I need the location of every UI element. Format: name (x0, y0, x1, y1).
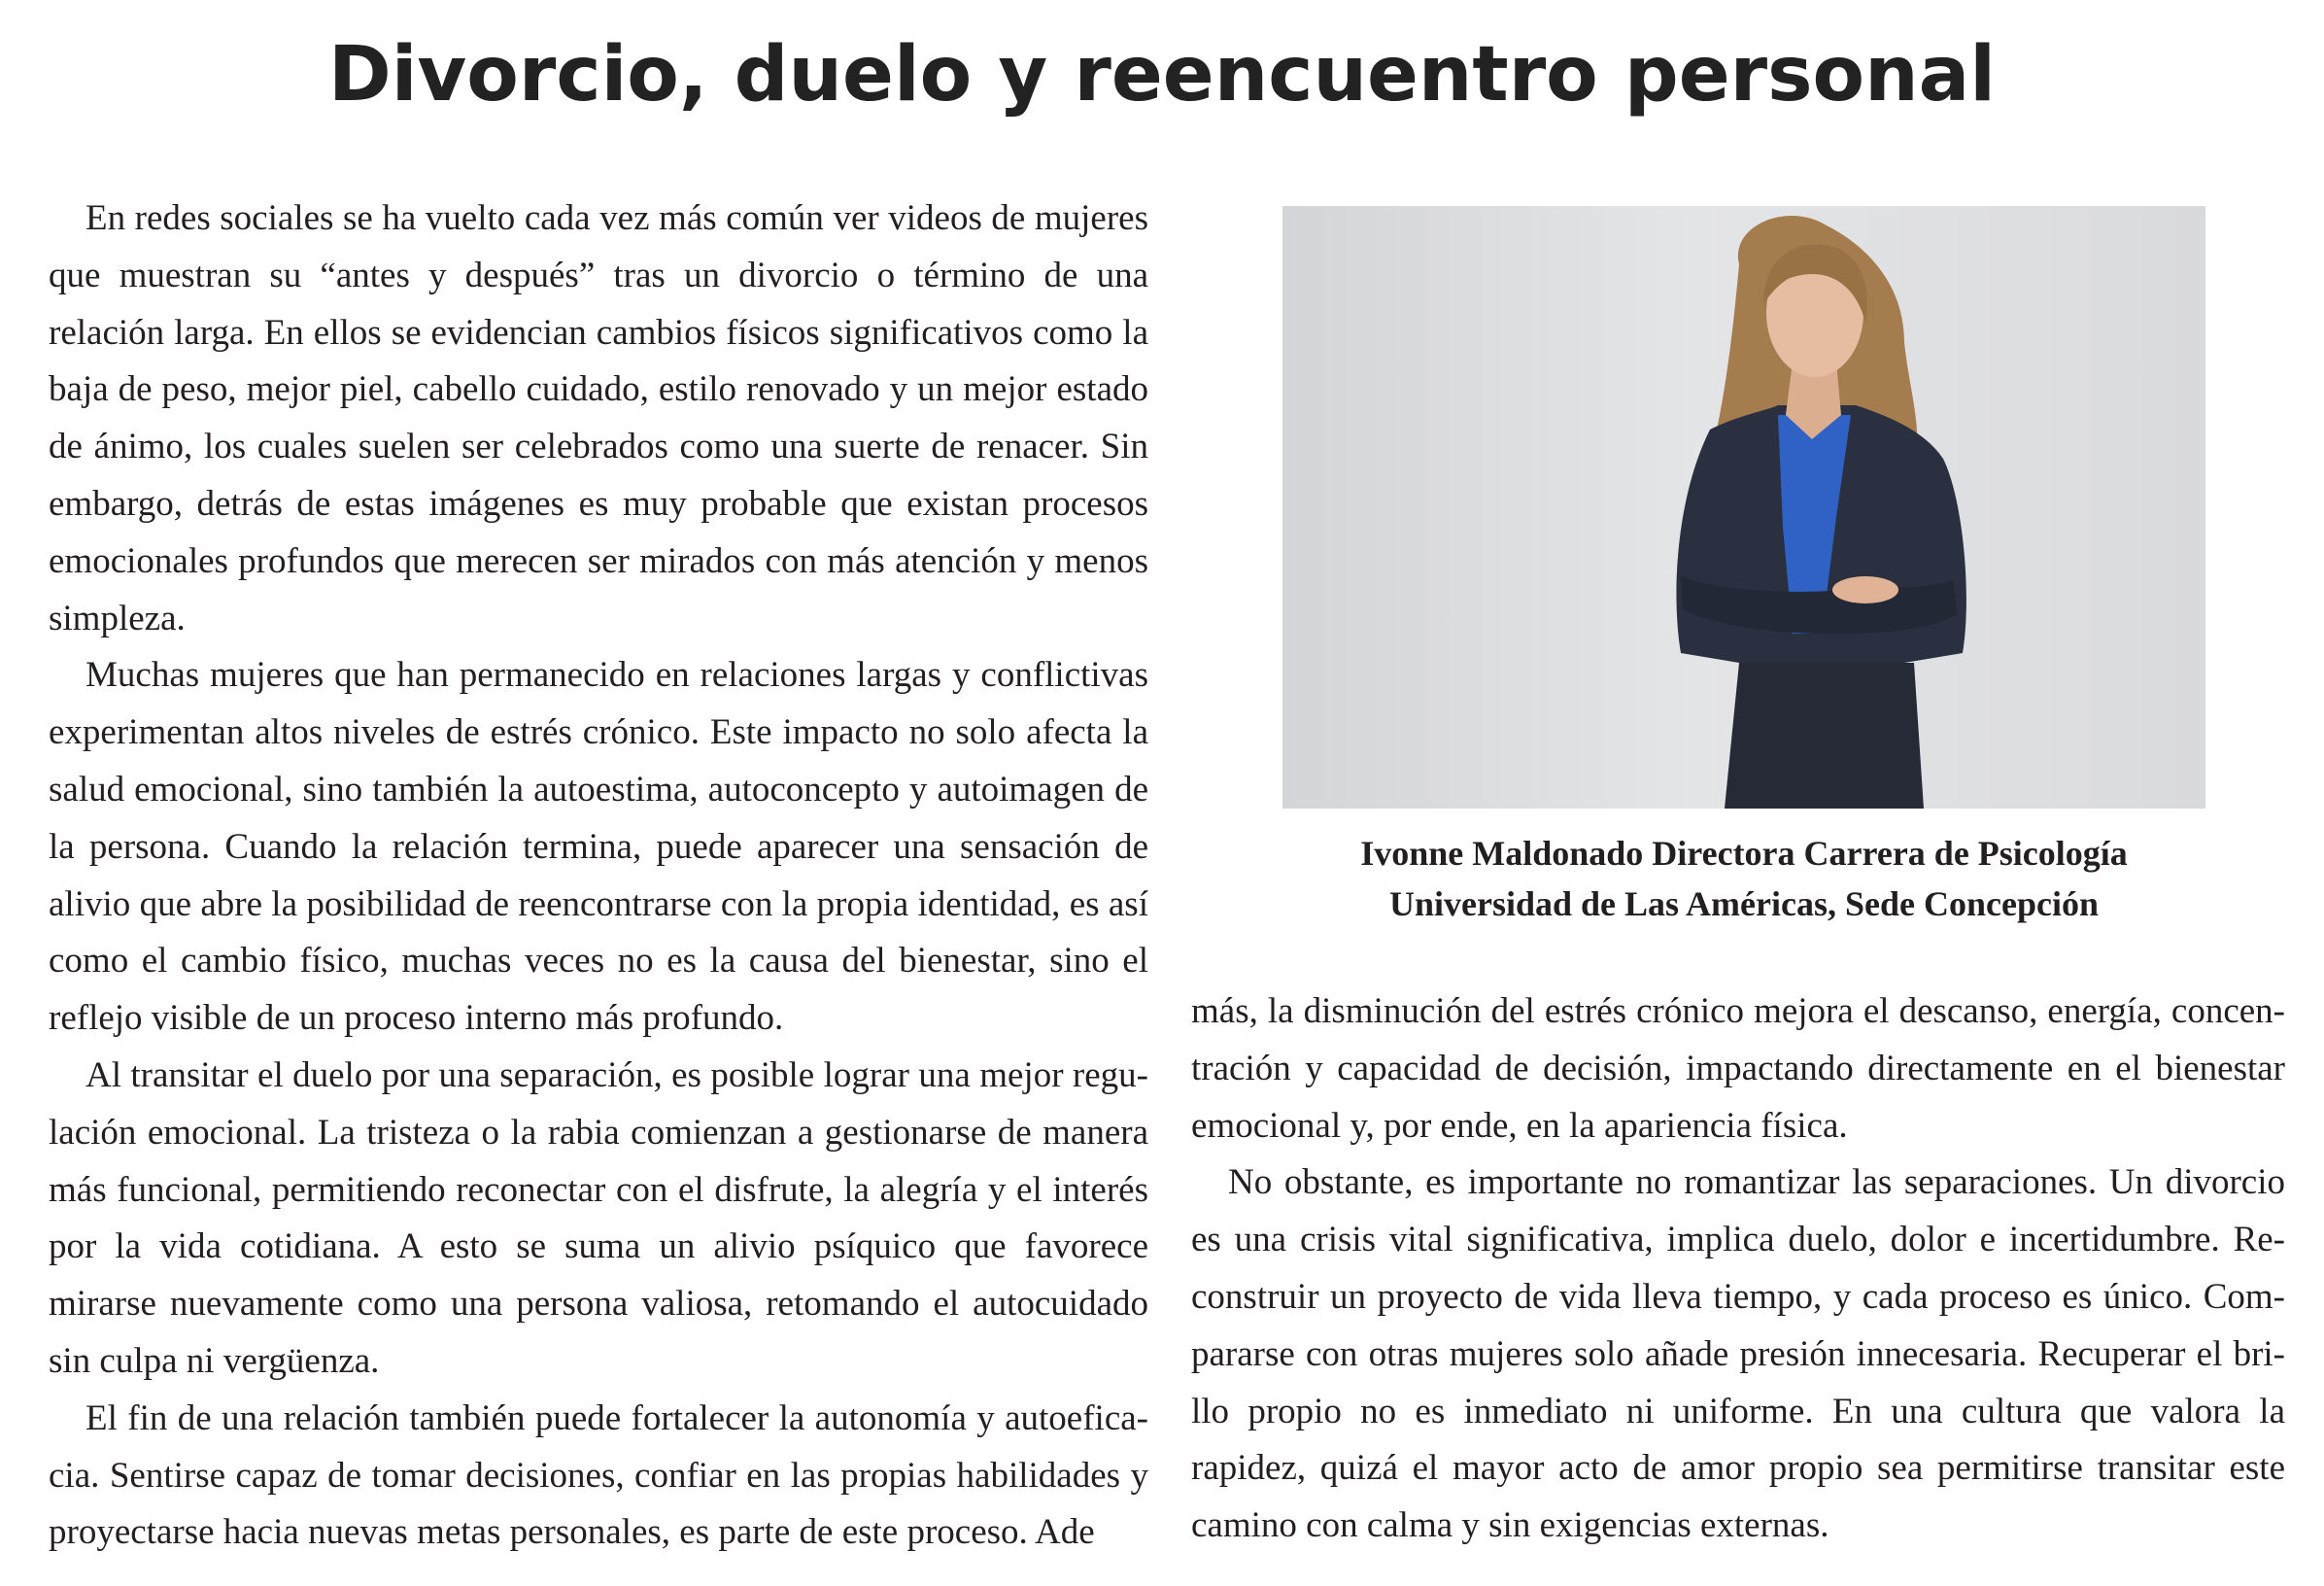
paragraph: El fin de una relación también puede fortalecer la autonomía y autoeficacia. Sentirse capaz de tomar decisiones, confiar en las propias habilidades y proyectarse hacia nuevas metas personales, es parte de este proceso. Ade (49, 1397, 1148, 1553)
caption-line: Universidad de Las Américas, Sede Concepción (1388, 884, 2099, 923)
paragraph: Al transitar el duelo por una separación, es posible lograr una mejor regulación emocional. La tristeza o la rabia comienzan a gestionarse de manera más funcional, permitiendo reconectar con el disfrute, la alegría y el interés por la vida cotidiana. A esto se suma un alivio psíquico que favorece mirarse nuevamente como una persona valiosa, retomando el autocuidado sin culpa ni vergüenza. (49, 1054, 1148, 1381)
photo-caption (1253, 828, 2235, 929)
trousers-shape (1725, 663, 1924, 809)
paragraph: más, la disminución del estrés crónico mejora el descanso, energía, concentración y capacidad de decisión, impactando directamente en el bienestar emocional y, por ende, en la apariencia física. (1191, 991, 2285, 1146)
portrait-illustration (1282, 206, 2205, 809)
right-column (1191, 983, 2285, 1555)
caption-line: Ivonne Maldonado Directora Carrera de Psicología (1360, 834, 2128, 873)
paragraph: Muchas mujeres que han permanecido en relaciones largas y conflictivas experimentan altos niveles de estrés crónico. Este impacto no solo afecta la salud emocional, sino también la autoestima, autoconcepto y autoimagen de la persona. Cuando la relación termina, puede aparecer una sensación de alivio que abre la posibilidad de reencontrarse con la propia identidad, es así como el cambio físico, muchas veces no es la causa del bienestar, sino el reflejo visible de un proceso interno más profundo. (49, 655, 1148, 1039)
paragraph: En redes sociales se ha vuelto cada vez más común ver videos de mujeres que muestran su “antes y después” tras un divorcio o término de una relación larga. En ellos se evidencian cambios físicos significativos como la baja de peso, mejor piel, cabello cuidado, estilo renovado y un mejor estado de ánimo, los cuales suelen ser celebrados como una suerte de renacer. Sin embargo, detrás de estas imágenes es muy probable que existan procesos emocionales profundos que merecen ser mirados con más atención y menos simpleza. (49, 198, 1148, 638)
left-column (49, 190, 1148, 1562)
article-title: Divorcio, duelo y reencuentro personal (327, 31, 1997, 119)
paragraph: No obstante, es importante no romantizar las separaciones. Un divorcio es una crisis vital significativa, implica duelo, dolor e incertidumbre. Reconstruir un proyecto de vida lleva tiempo, y cada proceso es único. Compararse con otras mujeres solo añade presión innecesaria. Recuperar el brillo propio no es inmediato ni uniforme. En una cultura que valora la rapidez, quizá el mayor acto de amor propio sea permitirse transitar este camino con calma y sin exigencias externas. (1191, 1162, 2285, 1546)
portrait-photo (1282, 206, 2205, 809)
hand-shape (1832, 576, 1898, 603)
